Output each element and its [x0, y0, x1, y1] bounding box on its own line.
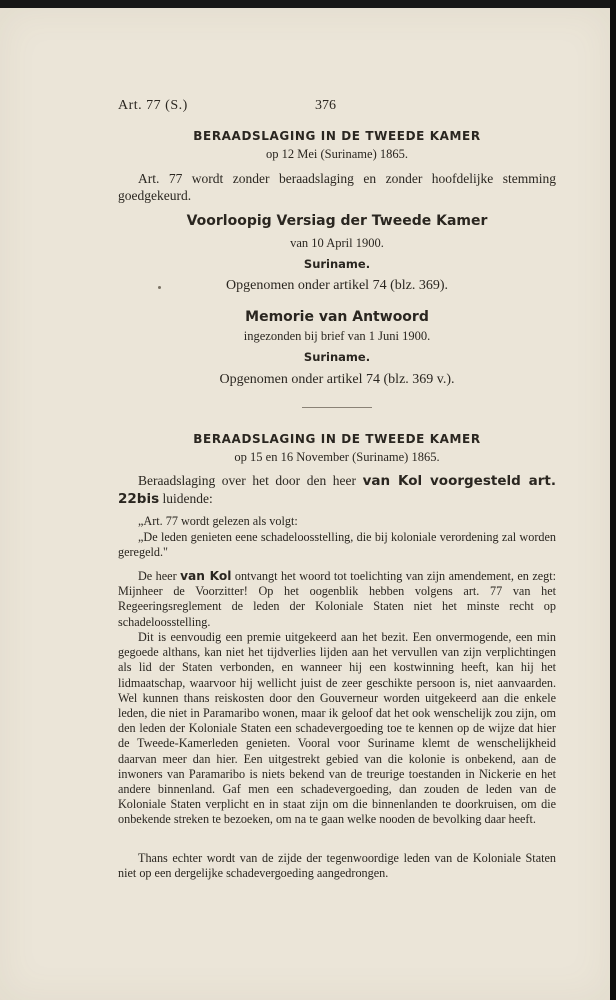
p1-bold: van Kol [180, 569, 232, 583]
document-page [0, 8, 610, 1000]
section4-heading: BERAADSLAGING IN DE TWEEDE KAMER [193, 432, 481, 446]
p1-text-b: ontvangt het woord tot toelichting van zijn amendement, en zegt: Mijnheer de Voorzitter! Op het oogenblik hebben volgens art. 77 van het Regeeringsreglement de leden der Koloniale Staten niet het minste recht op schadeloosstelling. [118, 569, 557, 629]
scan-border-right [610, 0, 616, 1000]
section2-heading: Voorloopig Versiag der Tweede Kamer [186, 213, 488, 229]
intro-text-a: Beraadslaging over het door den heer [138, 473, 363, 488]
section3-label: Suriname. [303, 350, 371, 364]
running-head-article: Art. 77 (S.) [118, 98, 188, 113]
paragraph-2: Dit is eenvoudig een premie uitgekeerd aan het bezit. Een onvermogende, een min gegoede althans, kan niet het tijdverlies lijden aan het vervullen van zijn verplichtingen als lid der Staten verbonden, en wanneer hij een kostwinning heeft, kan hij het lidmaatschap, waarvoor hij wellicht juist de zeer geschikte persoon is, niet aanvaarden. Wel kunnen thans reiskosten door den Gouverneur worden uitgekeerd aan die enkele leden, die niet in Paramaribo wonen, maar ik geloof dat het ook wenschelijk zou zijn, om den leden der Koloniale Staten een schadevergoeding toe te kennen op de wijze dat hier de Tweede-Kamerleden genieten. Vooral voor Suriname klemt de wenschelijkheid daarvan meer dan hier. Een uitgestrekt gebied van die kolonie is onbekend, aan de inwoners van Paramaribo is niets bekend van de treurige toestanden in Nickerie en het andere binnenland. Gaf men een schadevergoeding, dan zouden de leden van de Koloniale Staten verplicht en in staat zijn om die binnenlanden te doorkruisen, om die onbekende streken te bezoeken, om na te gaan welke nooden de bevolking daar heeft. [118, 630, 556, 827]
quote-line-2: „De leden genieten eene schadeloosstelling, die bij koloniale verordening zal worden geregeld." [118, 530, 556, 560]
section3-date: ingezonden bij brief van 1 Juni 1900. [243, 329, 431, 343]
section1-text: Art. 77 wordt zonder beraadslaging en zonder hoofdelijke stemming goedgekeurd. [118, 171, 556, 203]
intro-bold: van Kol voorgesteld art. 22bis [118, 473, 557, 507]
p1-text-a: De heer [138, 569, 181, 583]
section3-text: Opgenomen onder artikel 74 (blz. 369 v.). [219, 372, 455, 387]
section4-date: op 15 en 16 November (Suriname) 1865. [234, 450, 440, 464]
scan-border-top [0, 0, 616, 8]
paragraph-3: Thans echter wordt van de zijde der tegenwoordige leden van de Koloniale Staten niet op een dergelijke schadevergoeding aangedrongen. [118, 851, 556, 881]
section3-heading: Memorie van Antwoord [245, 309, 429, 325]
section-separator [302, 407, 372, 408]
running-head [118, 98, 556, 116]
section2-label: Suriname. [303, 257, 371, 271]
quote-line-1: „Art. 77 wordt gelezen als volgt: [138, 514, 298, 528]
section2-date: van 10 April 1900. [290, 236, 384, 250]
section1-date: op 12 Mei (Suriname) 1865. [266, 147, 408, 161]
section2-text: Opgenomen onder artikel 74 (blz. 369). [226, 278, 448, 293]
paragraph-1 [118, 569, 556, 630]
section1-heading: BERAADSLAGING IN DE TWEEDE KAMER [193, 129, 481, 143]
page-number: 376 [315, 98, 336, 113]
section4-intro [118, 472, 556, 508]
intro-text-b: luidende: [159, 491, 213, 506]
